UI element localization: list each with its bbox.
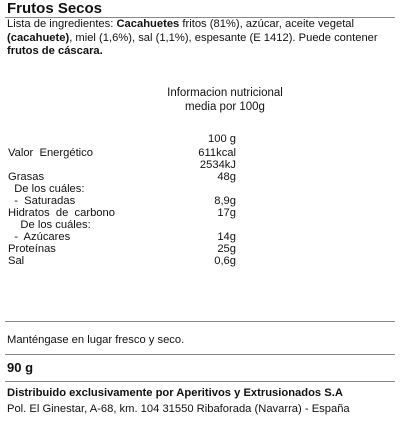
net-weight: 90 g bbox=[7, 360, 34, 375]
nutrient-value: 2534kJ bbox=[199, 159, 236, 171]
address: Pol. El Ginestar, A-68, km. 104 31550 Ribaforada (Navarra) - España bbox=[7, 403, 350, 415]
divider bbox=[5, 354, 395, 355]
allergen-cacahuete: (cacahuete) bbox=[7, 31, 70, 44]
product-title: Frutos Secos bbox=[7, 0, 103, 17]
nutrient-value: 0,6g bbox=[214, 255, 236, 267]
ingredients-prefix: Lista de ingredientes: bbox=[7, 18, 117, 30]
nutrition-header bbox=[150, 86, 300, 114]
nutrient-label: Grasas bbox=[8, 171, 45, 183]
nutrient-label: Proteínas bbox=[8, 243, 56, 255]
storage-instructions: Manténgase en lugar fresco y seco. bbox=[7, 334, 185, 346]
nutrient-label: De los cuáles: bbox=[8, 219, 91, 231]
divider bbox=[5, 321, 395, 322]
nutrient-label: Sal bbox=[8, 255, 25, 267]
nutrient-label: - Azúcares bbox=[8, 231, 71, 243]
nutrient-value: 8,9g bbox=[214, 195, 236, 207]
nutrient-value: 100 g bbox=[208, 133, 236, 145]
nutrient-value: 17g bbox=[217, 207, 236, 219]
nutrition-header-line: media por 100g bbox=[185, 101, 265, 113]
ingredients-part: fritos (81%), azúcar, aceite vegetal bbox=[179, 18, 355, 30]
nutrient-value: 25g bbox=[217, 243, 236, 255]
nutrient-value: 611kcal bbox=[198, 147, 236, 159]
allergen-frutos-cascara: frutos de cáscara. bbox=[7, 45, 103, 57]
nutrient-label: Valor Energético bbox=[8, 147, 93, 159]
nutrient-label: De los cuáles: bbox=[8, 183, 85, 195]
nutrient-label: - Saturadas bbox=[8, 195, 76, 207]
nutrient-label: Hidratos de carbono bbox=[8, 207, 115, 219]
allergen-cacahuetes: Cacahuetes bbox=[116, 18, 180, 30]
nutrient-value: 48g bbox=[217, 171, 236, 183]
distributor: Distribuido exclusivamente por Aperitivos y Extrusionados S.A bbox=[7, 387, 343, 399]
nutrition-header-line: Informacion nutricional bbox=[167, 87, 283, 99]
nutrient-value: 14g bbox=[217, 231, 236, 243]
divider bbox=[5, 381, 395, 382]
ingredients-text bbox=[7, 18, 393, 59]
ingredients-part: , miel (1,6%), sal (1,1%), espesante (E 1412). Puede contener bbox=[69, 31, 378, 44]
